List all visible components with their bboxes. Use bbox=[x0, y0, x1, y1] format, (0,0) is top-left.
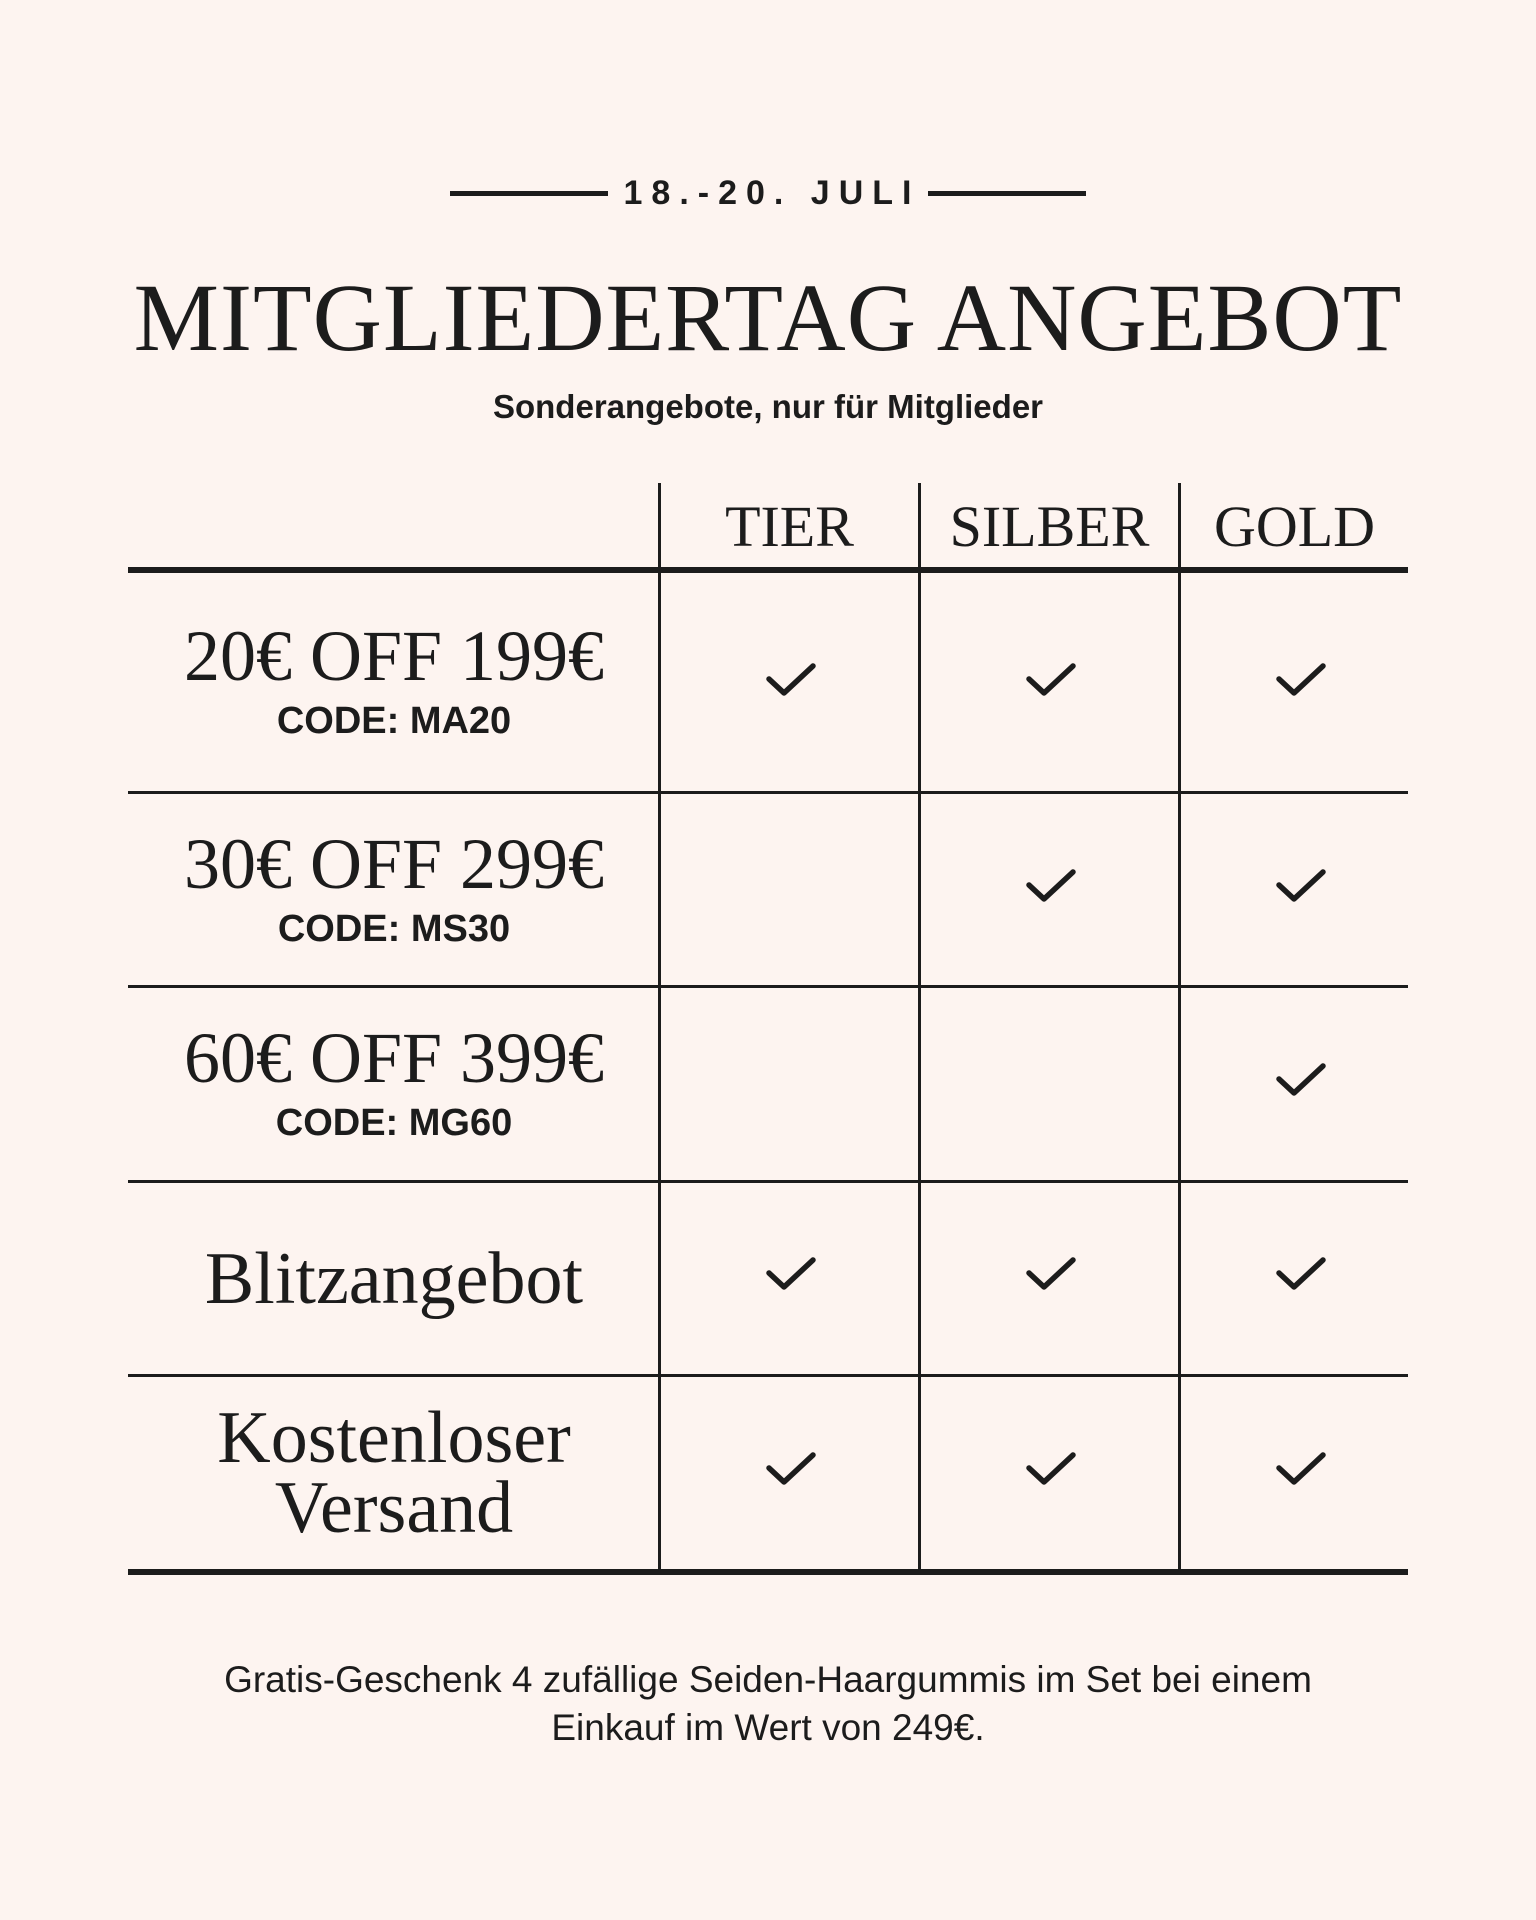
checkmark-icon bbox=[1024, 866, 1078, 906]
offer-label: 60€ OFF 399€ bbox=[183, 1018, 605, 1098]
offer-code: CODE: MS30 bbox=[277, 907, 511, 950]
table-row-label bbox=[128, 988, 660, 1180]
feature-label: Blitzangebot bbox=[204, 1237, 584, 1320]
checkmark-icon bbox=[764, 1254, 818, 1294]
feature-label-line: Versand bbox=[274, 1467, 514, 1549]
checkmark-icon bbox=[764, 1449, 818, 1489]
checkmark-icon bbox=[1274, 1254, 1328, 1294]
offer-label: 20€ OFF 199€ bbox=[183, 616, 605, 696]
column-header-silber: SILBER bbox=[949, 494, 1150, 559]
table-bottom-rule bbox=[128, 1569, 1408, 1575]
date-label: 18.-20. JULI bbox=[623, 173, 921, 212]
table-divider-2 bbox=[918, 483, 921, 1572]
page-title: MITGLIEDERTAG ANGEBOT bbox=[133, 264, 1403, 371]
date-rule-left bbox=[450, 191, 608, 196]
offer-code: CODE: MG60 bbox=[275, 1102, 513, 1144]
table-divider-3 bbox=[1178, 483, 1181, 1572]
checkmark-icon bbox=[1274, 866, 1328, 906]
table-row-label bbox=[128, 1183, 660, 1374]
table-row-label bbox=[128, 573, 660, 791]
checkmark-icon bbox=[1024, 660, 1078, 700]
feature-label-line: Kostenloser bbox=[217, 1397, 571, 1479]
column-header-tier: TIER bbox=[725, 494, 854, 559]
checkmark-icon bbox=[1024, 1449, 1078, 1489]
offer-code: CODE: MA20 bbox=[276, 700, 512, 742]
checkmark-icon bbox=[764, 660, 818, 700]
footer-line-1: Gratis-Geschenk 4 zufällige Seiden-Haargummis im Set bei einem bbox=[224, 1659, 1312, 1700]
checkmark-icon bbox=[1274, 1449, 1328, 1489]
offer-label: 30€ OFF 299€ bbox=[183, 823, 605, 904]
checkmark-icon bbox=[1274, 1060, 1328, 1100]
footer-note bbox=[100, 1656, 1436, 1752]
table-row-label bbox=[128, 1377, 660, 1569]
footer-line-2: Einkauf im Wert von 249€. bbox=[551, 1707, 985, 1748]
date-banner bbox=[0, 168, 1536, 218]
checkmark-icon bbox=[1024, 1254, 1078, 1294]
page-subtitle: Sonderangebote, nur für Mitglieder bbox=[492, 388, 1044, 425]
checkmark-icon bbox=[1274, 660, 1328, 700]
column-header-gold: GOLD bbox=[1213, 494, 1376, 559]
table-row-label bbox=[128, 794, 660, 985]
date-rule-right bbox=[928, 191, 1086, 196]
